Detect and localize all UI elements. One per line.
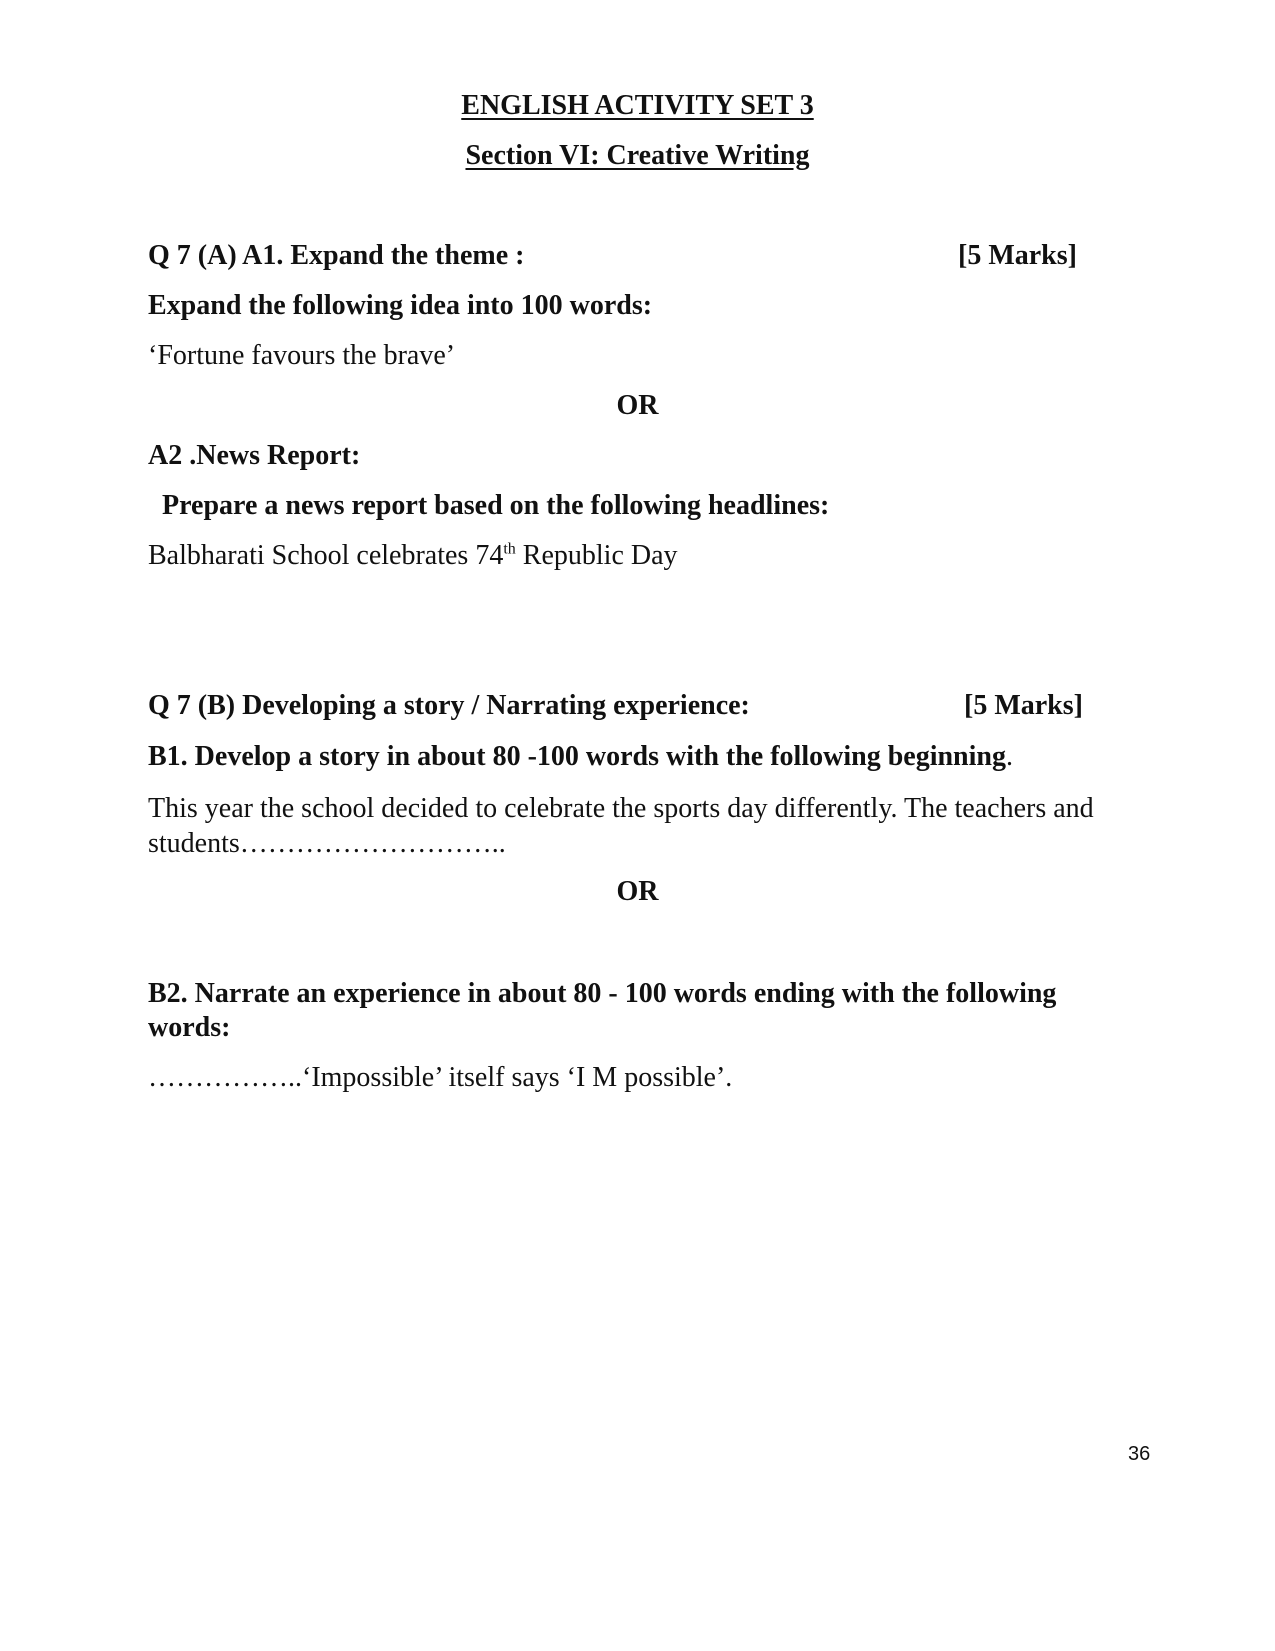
b1-beginning-text: This year the school decided to celebrate the sports day differently. The teachers and students……………………….. bbox=[148, 793, 1094, 859]
b1-instruction: B1. Develop a story in about 80 -100 words with the following beginning bbox=[148, 741, 1006, 772]
a1-idea: ‘Fortune favours the brave’ bbox=[148, 340, 456, 371]
a2-headline bbox=[148, 540, 678, 572]
b2-ending-text: ……………..‘Impossible’ itself says ‘I M possible’. bbox=[148, 1062, 733, 1093]
q7b-marks: [5 Marks] bbox=[964, 690, 1083, 721]
b1-period: . bbox=[1005, 741, 1013, 772]
headline-text: Balbharati School celebrates 74 bbox=[148, 540, 504, 571]
q7a-marks: [5 Marks] bbox=[958, 240, 1077, 271]
page-title: ENGLISH ACTIVITY SET 3 bbox=[461, 90, 814, 121]
q7a-heading: Q 7 (A) A1. Expand the theme : bbox=[148, 240, 525, 271]
a2-instruction: Prepare a news report based on the following headlines: bbox=[162, 490, 830, 521]
page-number: 36 bbox=[1128, 1443, 1151, 1465]
b2-instruction: B2. Narrate an experience in about 80 - 100 words ending with the following words: bbox=[148, 978, 1057, 1043]
a1-instruction: Expand the following idea into 100 words: bbox=[148, 290, 653, 321]
section-title: Section VI: Creative Writing bbox=[465, 140, 810, 171]
a2-heading: A2 .News Report: bbox=[148, 440, 361, 471]
or-divider-a: OR bbox=[616, 390, 659, 421]
headline-ordinal: th bbox=[503, 540, 516, 558]
b1-instruction-line bbox=[148, 741, 1013, 773]
q7b-heading: Q 7 (B) Developing a story / Narrating experience: bbox=[148, 690, 750, 721]
headline-text-end: Republic Day bbox=[515, 540, 678, 571]
or-divider-b: OR bbox=[616, 876, 659, 907]
